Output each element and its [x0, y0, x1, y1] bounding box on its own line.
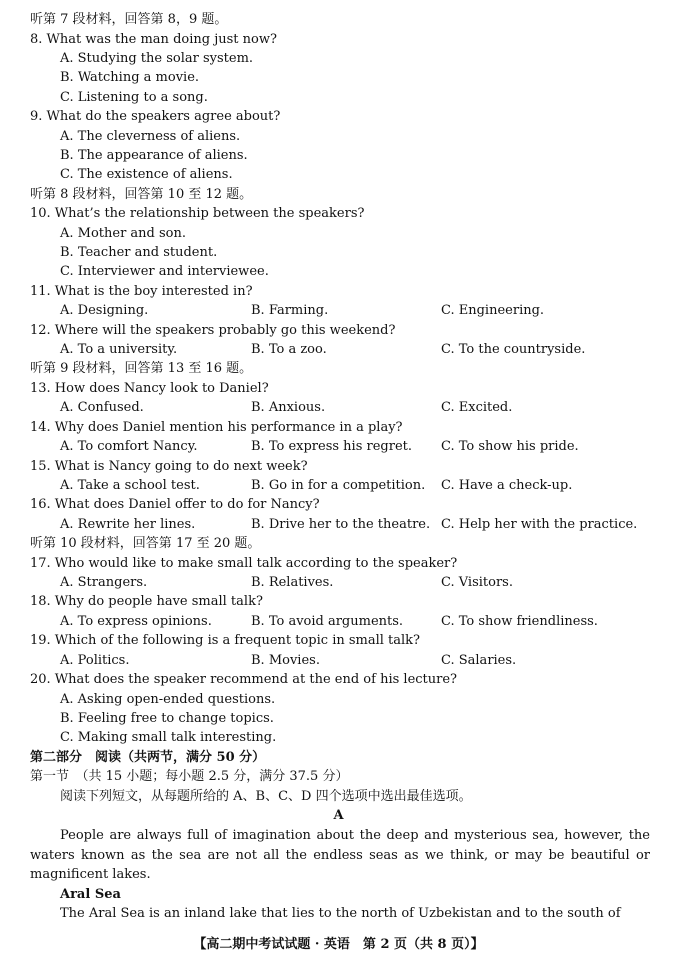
section-header-10: 听第 10 段材料，回答第 17 至 20 题。 [30, 536, 261, 551]
option-12c: C. To the countryside. [441, 342, 586, 357]
option-10c: C. Interviewer and interviewee. [60, 264, 269, 279]
option-13b: B. Anxious. [251, 400, 326, 415]
options-row-11 [0, 301, 677, 320]
option-16a: A. Rewrite her lines. [60, 517, 196, 532]
option-8b: B. Watching a movie. [60, 70, 200, 85]
passage-label: A [333, 808, 344, 823]
options-row-15 [0, 476, 677, 495]
option-9a: A. The cleverness of aliens. [60, 129, 241, 144]
options-row-19 [0, 651, 677, 670]
option-12a: A. To a university. [60, 342, 178, 357]
question-17: 17. Who would like to make small talk according to the speaker? [30, 556, 458, 571]
options-row-14 [0, 437, 677, 456]
option-16c: C. Help her with the practice. [441, 517, 638, 532]
section-header-9: 听第 9 段材料，回答第 13 至 16 题。 [30, 361, 253, 376]
question-15: 15. What is Nancy going to do next week? [30, 459, 308, 474]
option-14b: B. To express his regret. [251, 439, 412, 454]
question-19: 19. Which of the following is a frequent topic in small talk? [30, 633, 421, 648]
option-11a: A. Designing. [60, 303, 149, 318]
option-19b: B. Movies. [251, 653, 320, 668]
option-20a: A. Asking open-ended questions. [60, 692, 276, 707]
question-12: 12. Where will the speakers probably go this weekend? [30, 323, 396, 338]
option-19c: C. Salaries. [441, 653, 517, 668]
part-two-heading: 第二部分 阅读（共两节，满分 50 分） [30, 750, 266, 765]
question-11: 11. What is the boy interested in? [30, 284, 253, 299]
option-20b: B. Feeling free to change topics. [60, 711, 274, 726]
option-11b: B. Farming. [251, 303, 329, 318]
option-19a: A. Politics. [60, 653, 130, 668]
section-header-7: 听第 7 段材料，回答第 8，9 题。 [30, 12, 228, 27]
section-header-8: 听第 8 段材料，回答第 10 至 12 题。 [30, 187, 253, 202]
question-16: 16. What does Daniel offer to do for Nancy? [30, 497, 320, 512]
passage-paragraph-1: People are always full of imagination about the deep and mysterious sea, however, the waters known as the sea are not all the endless seas as we think, or may be beautiful or magnificent lakes. [30, 828, 650, 882]
question-13: 13. How does Nancy look to Daniel? [30, 381, 269, 396]
option-13a: A. Confused. [60, 400, 144, 415]
options-row-12 [0, 340, 677, 359]
option-10a: A. Mother and son. [60, 226, 187, 241]
page-footer: 【高二期中考试试题 · 英语 第 2 页（共 8 页）】 [193, 937, 484, 952]
option-13c: C. Excited. [441, 400, 513, 415]
passage-paragraph-2: The Aral Sea is an inland lake that lies to the north of Uzbekistan and to the south of [60, 906, 621, 921]
option-12b: B. To a zoo. [251, 342, 327, 357]
option-17b: B. Relatives. [251, 575, 334, 590]
option-14c: C. To show his pride. [441, 439, 579, 454]
question-9: 9. What do the speakers agree about? [30, 109, 281, 124]
option-9b: B. The appearance of aliens. [60, 148, 248, 163]
option-18b: B. To avoid arguments. [251, 614, 404, 629]
option-9c: C. The existence of aliens. [60, 167, 233, 182]
option-10b: B. Teacher and student. [60, 245, 218, 260]
question-20: 20. What does the speaker recommend at the end of his lecture? [30, 672, 458, 687]
reading-instruction: 阅读下列短文，从每题所给的 A、B、C、D 四个选项中选出最佳选项。 [60, 789, 472, 804]
option-20c: C. Making small talk interesting. [60, 730, 277, 745]
question-18: 18. Why do people have small talk? [30, 594, 263, 609]
question-8: 8. What was the man doing just now? [30, 32, 277, 47]
options-row-13 [0, 398, 677, 417]
option-16b: B. Drive her to the theatre. [251, 517, 431, 532]
question-10: 10. What’s the relationship between the speakers? [30, 206, 365, 221]
passage-subtitle: Aral Sea [60, 887, 121, 902]
option-11c: C. Engineering. [441, 303, 545, 318]
option-15a: A. Take a school test. [60, 478, 200, 493]
option-18a: A. To express opinions. [60, 614, 212, 629]
option-18c: C. To show friendliness. [441, 614, 598, 629]
option-14a: A. To comfort Nancy. [60, 439, 198, 454]
option-15b: B. Go in for a competition. [251, 478, 426, 493]
options-row-18 [0, 612, 677, 631]
option-8a: A. Studying the solar system. [60, 51, 254, 66]
question-14: 14. Why does Daniel mention his performance in a play? [30, 420, 403, 435]
options-row-17 [0, 573, 677, 592]
option-17c: C. Visitors. [441, 575, 513, 590]
option-15c: C. Have a check-up. [441, 478, 573, 493]
option-17a: A. Strangers. [60, 575, 148, 590]
option-8c: C. Listening to a song. [60, 90, 208, 105]
options-row-16 [0, 515, 677, 534]
section-one-heading: 第一节 （共 15 小题；每小题 2.5 分，满分 37.5 分） [30, 769, 349, 784]
